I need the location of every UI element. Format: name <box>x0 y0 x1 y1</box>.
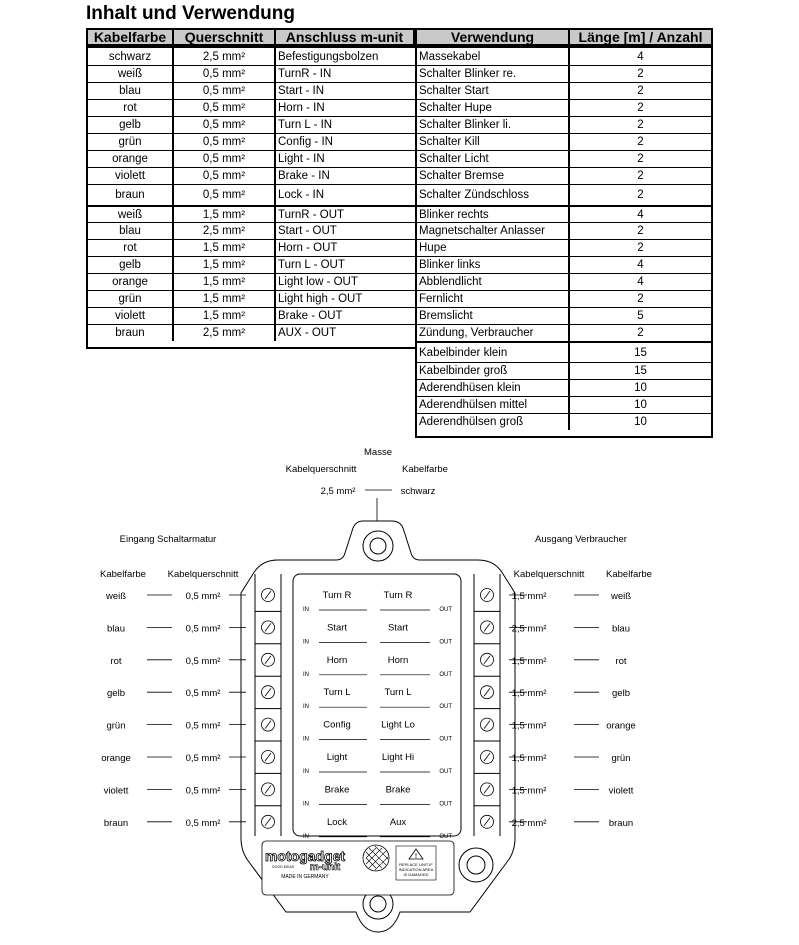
right-wire-section: 2,5 mm² <box>511 817 547 829</box>
cell-verwendung: Schalter Zündschloss <box>419 189 529 201</box>
cell-kabelfarbe: gelb <box>119 259 141 271</box>
cell-verwendung: Schalter Blinker li. <box>419 119 512 131</box>
right-wire-color: braun <box>608 817 634 829</box>
header-anschluss: Anschluss m-unit <box>274 28 415 46</box>
right-wire-section: 1,5 mm² <box>511 785 547 797</box>
right-wire-color: rot <box>615 655 627 667</box>
cell-anschluss: Turn L - IN <box>274 117 415 133</box>
in-marker: IN <box>303 736 309 743</box>
ground-section: 2,5 mm² <box>320 486 356 497</box>
warning-text-3: IS DAMAGED <box>403 872 429 877</box>
brand-tagline: GOOD IDEAS <box>271 865 295 869</box>
cell-verwendung: Schalter Start <box>419 85 489 97</box>
cell-verwendung: Aderendhüsen klein <box>419 382 521 394</box>
cell-verwendung: Bremslicht <box>419 310 473 322</box>
terminal-out-label: Light Lo <box>381 719 415 731</box>
cell-verwendung: Schalter Hupe <box>419 102 492 114</box>
out-marker: OUT <box>439 639 452 646</box>
cell-laenge: 2 <box>568 240 711 256</box>
left-wire-color: braun <box>103 817 129 829</box>
svg-text:!: ! <box>415 854 417 860</box>
right-title: Ausgang Verbraucher <box>535 534 627 545</box>
cell-querschnitt: 0,5 mm² <box>172 185 274 205</box>
cell-kabelfarbe: grün <box>118 293 142 305</box>
cell-verwendung: Fernlicht <box>419 293 464 305</box>
cell-querschnitt: 1,5 mm² <box>172 257 274 273</box>
in-marker: IN <box>303 607 309 613</box>
in-marker: IN <box>303 801 309 808</box>
cell-laenge: 2 <box>568 100 711 116</box>
terminal-out-label: Horn <box>387 654 409 666</box>
terminal-out-label: Start <box>387 622 409 634</box>
warning-text-2: INDICATION AREA <box>398 867 434 872</box>
cell-querschnitt: 2,5 mm² <box>172 223 274 239</box>
terminal-out-label: Turn L <box>384 687 412 699</box>
cell-laenge: 4 <box>568 274 711 290</box>
cell-laenge: 15 <box>568 343 711 362</box>
cell-laenge: 2 <box>568 325 711 341</box>
left-wire-section: 0,5 mm² <box>185 785 221 797</box>
cell-anschluss: Start - OUT <box>274 223 415 239</box>
cell-querschnitt: 0,5 mm² <box>172 66 274 82</box>
cell-querschnitt: 1,5 mm² <box>172 207 274 222</box>
warning-text-1: REPLACE UNIT IF <box>399 862 433 867</box>
cell-querschnitt: 0,5 mm² <box>172 83 274 99</box>
cell-anschluss: AUX - OUT <box>274 325 415 341</box>
ground-section-label: Kabelquerschnitt <box>285 464 357 475</box>
right-wire-section: 1,5 mm² <box>511 591 547 602</box>
cell-anschluss: Brake - OUT <box>274 308 415 324</box>
model-name: m-unit <box>309 862 341 873</box>
cell-anschluss: Lock - IN <box>274 185 415 205</box>
left-title: Eingang Schaltarmatur <box>119 534 217 545</box>
left-wire-section: 0,5 mm² <box>185 753 221 764</box>
cell-querschnitt: 0,5 mm² <box>172 134 274 150</box>
cell-verwendung: Magnetschalter Anlasser <box>419 225 545 237</box>
left-wire-color: rot <box>110 655 122 667</box>
out-marker: OUT <box>439 671 452 678</box>
cell-querschnitt: 0,5 mm² <box>172 168 274 184</box>
cell-kabelfarbe: rot <box>123 102 137 114</box>
cell-kabelfarbe: rot <box>123 242 137 254</box>
left-wire-color: blau <box>107 623 125 635</box>
cell-querschnitt: 1,5 mm² <box>172 240 274 256</box>
terminal-in-label: Brake <box>324 784 350 796</box>
cell-kabelfarbe: braun <box>115 189 145 201</box>
cell-laenge: 5 <box>568 308 711 324</box>
cell-verwendung: Schalter Licht <box>419 153 489 165</box>
terminal-in-label: Start <box>326 622 348 634</box>
cell-kabelfarbe: gelb <box>119 119 141 131</box>
right-wire-color: blau <box>612 623 630 635</box>
in-marker: IN <box>303 671 309 678</box>
right-wire-color: grün <box>611 753 631 764</box>
cell-querschnitt: 1,5 mm² <box>172 308 274 324</box>
cell-verwendung: Schalter Bremse <box>419 170 505 182</box>
terminal-in-label: Turn R <box>322 590 352 601</box>
cell-anschluss: TurnR - OUT <box>274 207 415 222</box>
cell-querschnitt: 0,5 mm² <box>172 100 274 116</box>
cell-verwendung: Blinker rechts <box>419 208 489 221</box>
cell-anschluss: Horn - IN <box>274 100 415 116</box>
cell-kabelfarbe: weiß <box>117 68 143 80</box>
ground-color-label: Kabelfarbe <box>402 464 448 475</box>
cell-kabelfarbe: orange <box>112 276 148 288</box>
cell-querschnitt: 0,5 mm² <box>172 117 274 133</box>
right-wire-section: 2,5 mm² <box>511 623 547 635</box>
cell-verwendung: Abblendlicht <box>419 276 482 288</box>
left-wire-section: 0,5 mm² <box>185 720 221 732</box>
right-wire-color: violett <box>608 785 634 797</box>
cell-kabelfarbe: braun <box>115 327 145 339</box>
right-wire-section: 1,5 mm² <box>511 753 547 764</box>
cell-verwendung: Hupe <box>419 242 447 254</box>
cell-querschnitt: 1,5 mm² <box>172 274 274 290</box>
cell-laenge: 15 <box>568 363 711 379</box>
ground-color: schwarz <box>400 486 436 497</box>
cell-verwendung: Aderendhülsen groß <box>419 416 524 428</box>
out-marker: OUT <box>439 607 452 613</box>
right-wire-section: 1,5 mm² <box>511 655 547 667</box>
terminal-out-label: Aux <box>389 816 407 828</box>
left-wire-section: 0,5 mm² <box>185 591 221 602</box>
cell-laenge: 2 <box>568 151 711 167</box>
in-marker: IN <box>303 704 309 711</box>
out-marker: OUT <box>439 833 452 840</box>
cell-verwendung: Schalter Blinker re. <box>419 68 517 80</box>
cell-laenge: 2 <box>568 117 711 133</box>
left-wire-color: grün <box>106 720 126 732</box>
terminal-in-label: Horn <box>326 654 348 666</box>
cell-querschnitt: 2,5 mm² <box>172 48 274 65</box>
cell-laenge: 2 <box>568 66 711 82</box>
left-wire-color: orange <box>101 753 131 764</box>
cell-laenge: 10 <box>568 414 711 430</box>
right-wire-color: weiß <box>610 591 632 602</box>
right-wire-color: gelb <box>612 688 630 700</box>
left-wire-section: 0,5 mm² <box>185 655 221 667</box>
cell-querschnitt: 2,5 mm² <box>172 325 274 341</box>
cell-laenge: 10 <box>568 397 711 413</box>
left-wire-section: 0,5 mm² <box>185 688 221 700</box>
cell-anschluss: Start - IN <box>274 83 415 99</box>
cell-verwendung: Blinker links <box>419 259 481 271</box>
cell-anschluss: Brake - IN <box>274 168 415 184</box>
header-querschnitt: Querschnitt <box>172 28 276 46</box>
terminal-in-label: Lock <box>326 816 348 828</box>
cell-anschluss: Light low - OUT <box>274 274 415 290</box>
cell-querschnitt: 0,5 mm² <box>172 151 274 167</box>
cell-anschluss: TurnR - IN <box>274 66 415 82</box>
cell-kabelfarbe: grün <box>118 136 142 148</box>
out-marker: OUT <box>439 769 452 775</box>
cell-anschluss: Befestigungsbolzen <box>274 48 415 65</box>
terminal-panel <box>293 574 461 836</box>
terminal-out-label: Brake <box>385 784 411 796</box>
out-marker: OUT <box>439 704 452 711</box>
cell-verwendung: Aderendhülsen mittel <box>419 399 528 411</box>
left-col-section: Kabelquerschnitt <box>167 569 239 580</box>
cell-kabelfarbe: blau <box>119 225 141 237</box>
cell-laenge: 2 <box>568 134 711 150</box>
right-wire-section: 1,5 mm² <box>511 688 547 700</box>
brand-logo: motogadget <box>264 848 346 864</box>
made-in: MADE IN GERMANY <box>281 874 329 880</box>
out-marker: OUT <box>439 801 452 808</box>
cell-kabelfarbe: violett <box>114 170 146 182</box>
left-wire-color: gelb <box>107 688 125 700</box>
cell-kabelfarbe: orange <box>112 153 148 165</box>
terminal-in-label: Light <box>326 752 348 763</box>
cell-laenge: 4 <box>568 48 711 65</box>
terminal-in-label: Turn L <box>323 687 351 699</box>
left-wire-color: weiß <box>105 591 127 602</box>
cell-kabelfarbe: weiß <box>117 208 143 221</box>
cell-kabelfarbe: schwarz <box>108 50 152 63</box>
cell-verwendung: Kabelbinder groß <box>419 365 508 377</box>
left-wire-color: violett <box>103 785 129 797</box>
cell-querschnitt: 1,5 mm² <box>172 291 274 307</box>
right-col-section: Kabelquerschnitt <box>513 569 585 580</box>
cell-laenge: 4 <box>568 257 711 273</box>
header-verwendung: Verwendung <box>415 28 570 46</box>
in-marker: IN <box>303 639 309 646</box>
terminal-in-label: Config <box>323 719 351 731</box>
cell-verwendung: Massekabel <box>419 50 481 63</box>
cell-anschluss: Config - IN <box>274 134 415 150</box>
right-col-color: Kabelfarbe <box>606 569 652 580</box>
cell-anschluss: Light - IN <box>274 151 415 167</box>
cell-laenge: 10 <box>568 380 711 396</box>
cell-kabelfarbe: blau <box>119 85 141 97</box>
page-title: Inhalt und Verwendung <box>86 3 295 24</box>
cell-anschluss: Turn L - OUT <box>274 257 415 273</box>
terminal-out-label: Light Hi <box>381 752 415 763</box>
left-col-color: Kabelfarbe <box>100 569 146 580</box>
left-wire-section: 0,5 mm² <box>185 623 221 635</box>
in-marker: IN <box>303 833 309 840</box>
cell-verwendung: Zündung, Verbraucher <box>419 327 534 339</box>
in-marker: IN <box>303 769 309 775</box>
cell-anschluss: Horn - OUT <box>274 240 415 256</box>
left-wire-section: 0,5 mm² <box>185 817 221 829</box>
cell-verwendung: Kabelbinder klein <box>419 346 508 359</box>
cell-laenge: 2 <box>568 185 711 205</box>
cell-laenge: 2 <box>568 291 711 307</box>
cell-laenge: 2 <box>568 168 711 184</box>
right-wire-section: 1,5 mm² <box>511 720 547 732</box>
indicator-area <box>363 845 389 871</box>
cell-laenge: 2 <box>568 83 711 99</box>
cell-laenge: 2 <box>568 223 711 239</box>
cell-verwendung: Schalter Kill <box>419 136 480 148</box>
cell-kabelfarbe: violett <box>114 310 146 322</box>
right-wire-color: orange <box>606 720 636 732</box>
out-marker: OUT <box>439 736 452 743</box>
cell-anschluss: Light high - OUT <box>274 291 415 307</box>
header-kabelfarbe: Kabelfarbe <box>86 28 174 46</box>
ground-title: Masse <box>364 447 392 458</box>
cell-laenge: 4 <box>568 207 711 222</box>
header-laenge: Länge [m] / Anzahl <box>568 28 713 46</box>
terminal-out-label: Turn R <box>383 590 413 601</box>
